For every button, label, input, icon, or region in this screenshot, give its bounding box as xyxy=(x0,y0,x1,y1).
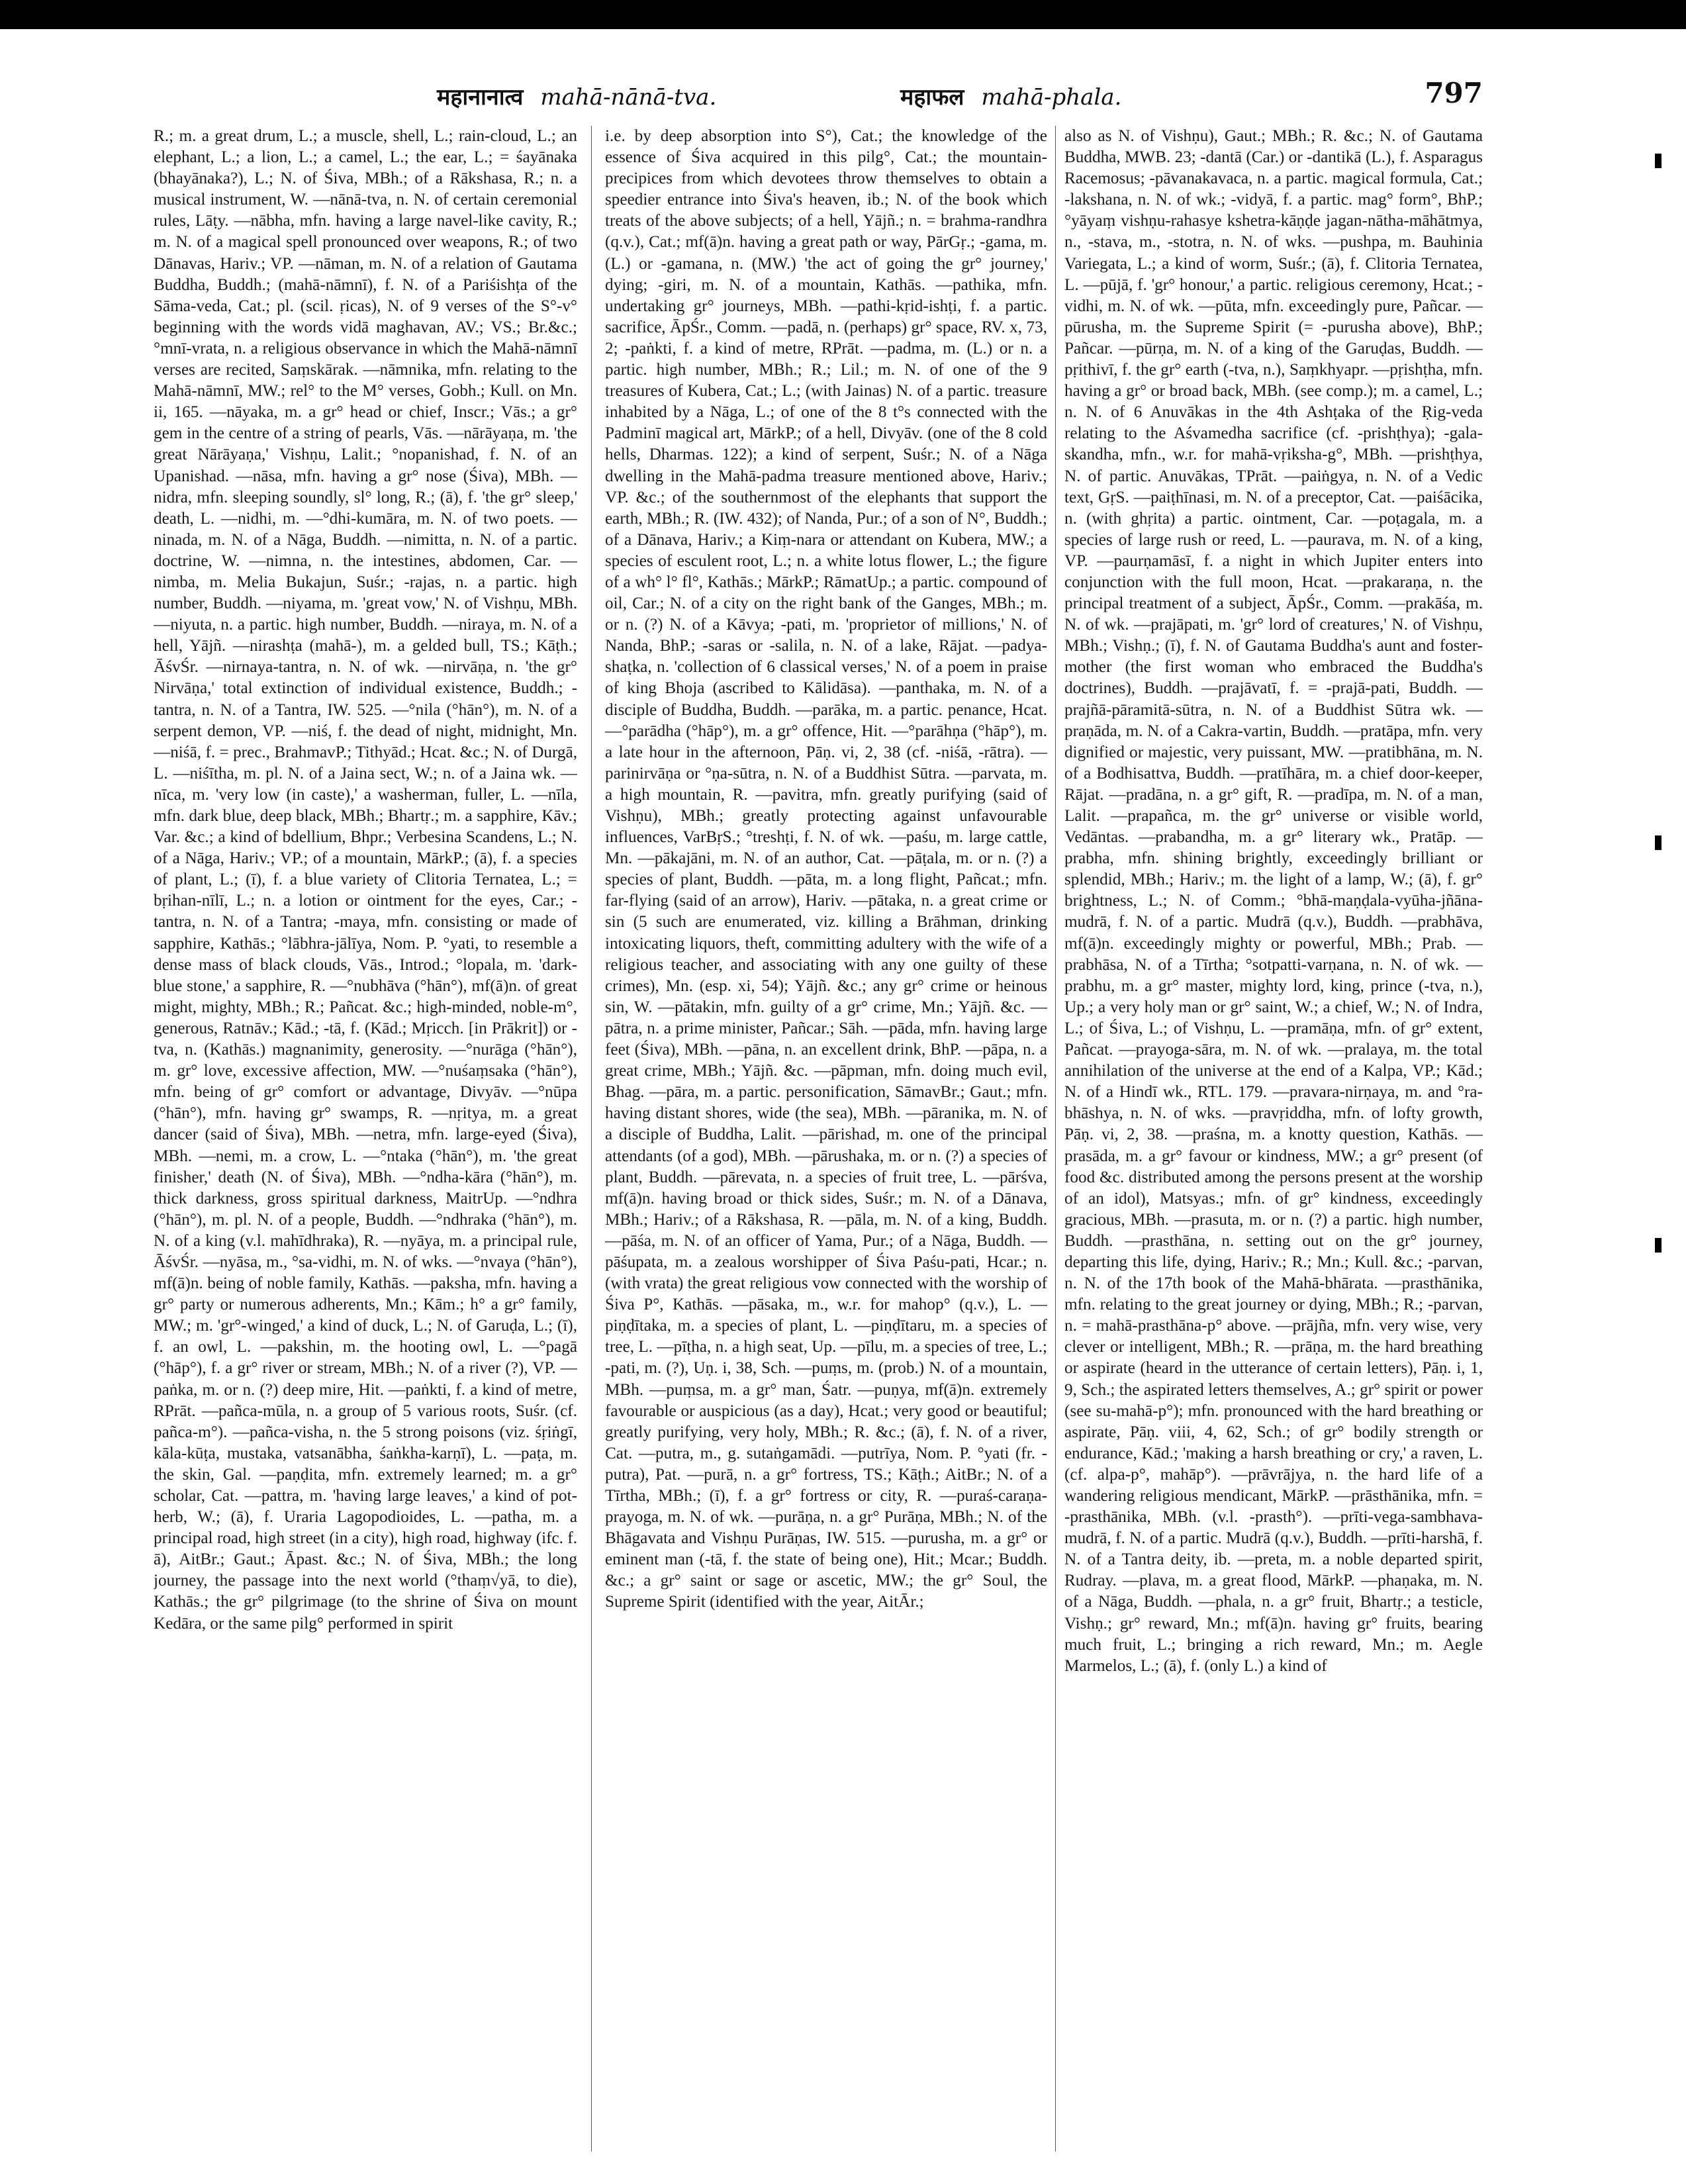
right-running-head xyxy=(900,81,1121,111)
margin-mark xyxy=(1655,835,1662,850)
page-number: 797 xyxy=(1425,77,1483,109)
text-column-right: also as N. of Vishṇu), Gaut.; MBh.; R. &c.; N. of Gautama Buddha, MWB. 23; -dantā (Car.) or -dantikā (L.), f. Asparagus Racemosus; -pāvanakavaca, n. a partic. magical formula, Cat.; -lakshana, n. N. of wk.; -vidyā, f. a partic. mag° form°, BhP.; °yāyaṃ vishṇu-rahasye kshetra-kāṇḍe jagan-nātha-māhātmya, n., -stava, m., -stotra, n. N. of wks. —pushpa, m. Bauhinia Variegata, L.; a kind of worm, Suśr.; (ā), f. Clitoria Ternatea, L. —pūjā, f. 'gr° honour,' a partic. religious ceremony, Hcat.; -vidhi, m. N. of wk. —pūta, mfn. exceedingly pure, Pañcar. —pūrusha, m. the Supreme Spirit (= -purusha above), BhP.; Pañcar. —pūrṇa, m. N. of a king of the Garuḍas, Buddh. —pṛithivī, f. the gr° earth (-tva, n.), Saṃkhyapr. —pṛishṭha, mfn. having a gr° or broad back, MBh. (see comp.); m. a camel, L.; n. N. of 6 Anuvākas in the 4th Ashṭaka of the Ṛig-veda relating to the Aśvamedha sacrifice (cf. -prishṭhya); -gala-skandha, mfn., w.r. for mahā-vṛiksha-g°, MBh. —prishṭhya, N. of partic. Anuvākas, TPrāt. —paiṅgya, n. N. of a Vedic text, GṛS. —paiṭhīnasi, m. N. of a preceptor, Cat. —paiśācika, n. (with ghṛita) a partic. ointment, Car. —poṭagala, m. a species of large rush or reed, L. —paurava, m. N. of a king, VP. —paurṇamāsī, f. a night in which Jupiter enters into conjunction with the full moon, Hcat. —prakaraṇa, n. the principal treatment of a subject, ĀpŚr., Comm. —prakāśa, m. N. of wk. —prajāpati, m. 'gr° lord of creatures,' N. of Vishṇu, MBh.; Vishṇ.; (ī), f. N. of Gautama Buddha's aunt and foster-mother (the first woman who embraced the Buddha's doctrines), Buddh. —prajāvatī, f. = -prajā-pati, Buddh. —prajñā-pāramitā-sūtra, n. N. of a Buddhist Sūtra wk. —praṇāda, m. N. of a Cakra-vartin, Buddh. —pratāpa, mfn. very dignified or majestic, very puissant, MW. —pratibhāna, m. N. of a Bodhisattva, Buddh. —pratīhāra, m. a chief door-keeper, Rājat. —pradāna, n. a gr° gift, R. —pradīpa, m. N. of a man, Lalit. —prapañca, m. the gr° universe or visible world, Vedāntas. —prabandha, m. a gr° literary wk., Pratāp. —prabha, mfn. shining brightly, exceedingly brilliant or splendid, MBh.; Hariv.; m. the light of a lamp, W.; (ā), f. gr° brightness, L.; N. of Comm.; °bhā-maṇḍala-vyūha-jñāna-mudrā, f. N. of a partic. Mudrā (q.v.), Buddh. —prabhāva, mf(ā)n. exceedingly mighty or powerful, MBh.; Prab. —prabhāsa, N. of a Tīrtha; °sotpatti-varṇana, n. N. of wk. —prabhu, m. a gr° master, mighty lord, king, prince (-tva, n.), Up.; a very holy man or gr° saint, W.; a chief, W.; N. of Indra, L.; of Śiva, L.; of Vishṇu, L. —pramāṇa, mfn. of gr° extent, Pañcat. —prayoga-sāra, m. N. of wk. —pralaya, m. the total annihilation of the universe at the end of a Kalpa, VP.; Kād.; N. of a Hindī wk., RTL. 179. —pravara-nirṇaya, m. and °ra-bhāshya, n. N. of wks. —pravṛiddha, mfn. of lofty growth, Pāṇ. vi, 2, 38. —praśna, m. a knotty question, Kathās. —prasāda, m. a gr° favour or kindness, MW.; a gr° present (of food &c. distributed among the persons present at the worship of an idol), Matsyas.; mfn. of gr° kindness, exceedingly gracious, MBh. —prasuta, m. or n. (?) a partic. high number, Buddh. —prasthāna, n. setting out on the gr° journey, departing this life, dying, Hariv.; R.; Mn.; Kull. &c.; -parvan, n. N. of the 17th book of the Mahā-bhārata. —prasthānika, mfn. relating to the great journey or dying, MBh.; R.; -parvan, n. = mahā-prasthāna-p° above. —prājña, mfn. very wise, very clever or intelligent, MBh.; R. —prāṇa, m. the hard breathing or aspirate (heard in the utterance of certain letters), Pāṇ. i, 1, 9, Sch.; the aspirated letters themselves, A.; gr° spirit or power (see su-mahā-p°); mfn. pronounced with the hard breathing or aspirate, Pāṇ. viii, 4, 62, Sch.; of gr° bodily strength or endurance, Kād.; 'making a harsh breathing or cry,' a raven, L. (cf. alpa-p°, mahāp°). —prāvrājya, n. the hard life of a wandering religious mendicant, MārkP. —prāsthānika, mfn. = -prasthānika, MBh. (v.l. -prasth°). —prīti-vega-sambhava-mudrā, f. N. of a partic. Mudrā (q.v.), Buddh. —prīti-harshā, f. N. of a Tantra deity, ib. —preta, m. a noble departed spirit, Rudray. —plava, m. a great flood, MārkP. —phaṇaka, m. N. of a Nāga, Buddh. —phala, n. a gr° fruit, Bhartṛ.; a testicle, Vishṇ.; gr° reward, Mn.; mf(ā)n. having gr° fruits, bearing much fruit, L.; bringing a rich reward, Mn.; m. Aegle Marmelos, L.; (ā), f. (only L.) a kind of xyxy=(1064,127,1483,1675)
text-column-left: R.; m. a great drum, L.; a muscle, shell, L.; rain-cloud, L.; an elephant, L.; a lion, L.; a camel, L.; the ear, L.; = śayānaka (bhayānaka?), L.; N. of Śiva, MBh.; of a Rākshasa, R.; n. a musical instrument, W. —nānā-tva, n. N. of certain ceremonial rules, Lāṭy. —nābha, mfn. having a large navel-like cavity, R.; m. N. of a magical spell pronounced over weapons, R.; of two Dānavas, Hariv.; VP. —nāman, m. N. of a relation of Gautama Buddha, Buddh.; (mahā-nāmnī), f. N. of a Pariśishṭa of the Sāma-veda, Cat.; pl. (scil. ṛicas), N. of 9 verses of the S°-v° beginning with the words vidā maghavan, AV.; VS.; Br.&c.; °mnī-vrata, n. a religious observance in which the Mahā-nāmnī verses are recited, Saṃskārak. —nāmnika, mfn. relating to the Mahā-nāmnī, MW.; rel° to the M° verses, Gobh.; Kull. on Mn. ii, 165. —nāyaka, m. a gr° head or chief, Inscr.; Vās.; a gr° gem in the centre of a string of pearls, Vās. —nārāyaṇa, m. 'the great Nārāyaṇa,' Vishṇu, Lalit.; °nopanishad, f. N. of an Upanishad. —nāsa, mfn. having a gr° nose (Śiva), MBh. —nidra, mfn. sleeping soundly, sl° long, R.; (ā), f. 'the gr° sleep,' death, L. —nidhi, m. —°dhi-kumāra, m. N. of two poets. —ninada, m. N. of a Nāga, Buddh. —nimitta, n. N. of a partic. doctrine, W. —nimna, n. the intestines, abdomen, Car. —nimba, m. Melia Bukajun, Suśr.; -rajas, n. a partic. high number, Buddh. —niyama, m. 'great vow,' N. of Vishṇu, MBh. —niyuta, n. a partic. high number, Buddh. —niraya, m. N. of a hell, Yājñ. —nirashṭa (mahā-), m. a gelded bull, TS.; Kāṭh.; ĀśvŚr. —nirnaya-tantra, n. N. of wk. —nirvāṇa, n. 'the gr° Nirvāṇa,' total extinction of individual existence, Buddh.; -tantra, n. N. of a Tantra, IW. 525. —°nila (°hān°), m. N. of a serpent demon, VP. —niś, f. the dead of night, midnight, Mn. —niśā, f. = prec., BrahmavP.; Tithyād.; Hcat. &c.; N. of Durgā, L. —niśītha, m. pl. N. of a Jaina sect, W.; n. of a Jaina wk. —nīca, m. 'very low (in caste),' a washerman, fuller, L. —nīla, mfn. dark blue, deep black, MBh.; Bhartṛ.; m. a sapphire, Kāv.; Var. &c.; a kind of bdellium, Bhpr.; Verbesina Scandens, L.; N. of a Nāga, Hariv.; VP.; of a mountain, MārkP.; (ā), f. a species of plant, L.; (ī), f. a blue variety of Clitoria Ternatea, L.; = bṛihan-nīlī, L.; n. a lotion or ointment for the eyes, Car.; -tantra, n. N. of a Tantra; -maya, mfn. consisting or made of sapphire, Kathās.; °lābhra-jālīya, Nom. P. °yati, to resemble a dense mass of black clouds, Vās., Introd.; °lopala, m. 'dark-blue stone,' a sapphire, R. —°nubhāva (°hān°), mf(ā)n. of great might, mighty, MBh.; R.; Pañcat. &c.; high-minded, noble-m°, generous, Ratnāv.; Kād.; -tā, f. (Kād.; Mṛicch. [in Prākrit]) or -tva, n. (Kathās.) magnanimity, generosity. —°nurāga (°hān°), m. gr° love, excessive affection, MW. —°nuśaṃsaka (°hān°), mfn. being of gr° comfort or advantage, Divyāv. —°nūpa (°hān°), mfn. having gr° swamps, R. —nṛitya, m. a great dancer (said of Śiva), MBh. —netra, mfn. large-eyed (Śiva), MBh. —nemi, m. a crow, L. —°ntaka (°hān°), m. 'the great finisher,' death (N. of Śiva), MBh. —°ndha-kāra (°hān°), m. thick darkness, gross spiritual darkness, MaitrUp. —°ndhra (°hān°), m. pl. N. of a people, Buddh. —°ndhraka (°hān°), m. N. of a king (v.l. mahīdhraka), R. —nyāya, m. a principal rule, ĀśvŚr. —nyāsa, m., °sa-vidhi, m. N. of wks. —°nvaya (°hān°), mf(ā)n. being of noble family, Kathās. —paksha, mfn. having a gr° party or numerous adherents, Mn.; Kām.; h° a gr° family, MW.; m. 'gr°-winged,' a kind of duck, L.; N. of Garuḍa, L.; (ī), f. an owl, L. —pakshin, m. the hooting owl, L. —°pagā (°hāp°), f. a gr° river or stream, MBh.; N. of a river (?), VP. —paṅka, m. or n. (?) deep mire, Hit. —paṅkti, f. a kind of metre, RPrāt. —pañca-mūla, n. a group of 5 various roots, Suśr. (cf. pañca-m°). —pañca-visha, n. the 5 strong poisons (viz. śṛiṅgī, kāla-kūṭa, mustaka, vatsanābha, śaṅkha-karṇī), L. —paṭa, m. the skin, Gal. —paṇḍita, mfn. extremely learned; m. a gr° scholar, Cat. —pattra, m. 'having large leaves,' a kind of pot-herb, W.; (ā), f. Uraria Lagopodioides, L. —patha, m. a principal road, high street (in a city), high road, highway (ifc. f. ā), AitBr.; Gaut.; Āpast. &c.; N. of Śiva, MBh.; the long journey, the passage into the next world (°thaṃ√yā, to die), Kathās.; the gr° pilgrimage (to the shrine of Śiva on mount Kedāra, or the same pilg° performed in spirit xyxy=(154,127,577,1633)
right-headword-devanagari: महाफल xyxy=(900,84,964,111)
column-divider xyxy=(591,126,592,2152)
right-headword-roman: mahā-phala. xyxy=(981,84,1122,111)
left-headword-devanagari: महानानात्व xyxy=(437,84,524,111)
margin-mark xyxy=(1655,154,1662,168)
page-header xyxy=(132,77,1503,120)
left-running-head xyxy=(437,81,716,111)
column-divider xyxy=(1055,126,1056,2152)
left-headword-roman: mahā-nānā-tva. xyxy=(540,84,717,111)
margin-mark xyxy=(1655,1238,1662,1253)
text-column-middle: i.e. by deep absorption into S°), Cat.; the knowledge of the essence of Śiva acquired in this pilg°, Cat.; the mountain-precipices from which devotees throw themselves to obtain a speedier entrance into Śiva's heaven, ib.; N. of the book which treats of the above subjects; of a hell, Yājñ.; n. = brahma-randhra (q.v.), Cat.; mf(ā)n. having a great path or way, PārGṛ.; -gama, m. (L.) or -gamana, n. (MW.) 'the act of going the gr° journey,' dying; -giri, m. N. of a mountain, Kathās. —pathika, mfn. undertaking gr° journeys, MBh. —pathi-kṛid-ishṭi, f. a partic. sacrifice, ĀpŚr., Comm. —padā, n. (perhaps) gr° space, RV. x, 73, 2; -paṅkti, f. a kind of metre, RPrāt. —padma, m. (L.) or n. a partic. high number, MBh.; R.; Lil.; m. N. of one of the 9 treasures of Kubera, Cat.; L.; (with Jainas) N. of a partic. treasure inhabited by a Nāga, L.; of one of the 8 t°s connected with the Padminī magical art, MārkP.; of a hell, Divyāv. (one of the 8 cold hells, Dharmas. 122); a kind of serpent, Suśr.; N. of a Nāga dwelling in the Mahā-padma treasure mentioned above, Hariv.; VP. &c.; of the southernmost of the elephants that support the earth, MBh.; R. (IW. 432); of Nanda, Pur.; of a son of N°, Buddh.; of a Dānava, Hariv.; a Kiṃ-nara or attendant on Kubera, MW.; a species of esculent root, L.; n. a white lotus flower, L.; the figure of a wh° l° fl°, Kathās.; MārkP.; RāmatUp.; a partic. compound of oil, Car.; N. of a city on the right bank of the Ganges, MBh.; m. or n. (?) N. of a Kāvya; -pati, m. 'proprietor of millions,' N. of Nanda, BhP.; -saras or -salila, n. N. of a lake, Rājat. —padya-shaṭka, n. 'collection of 6 classical verses,' N. of a poem in praise of king Bhoja (ascribed to Kālidāsa). —panthaka, m. N. of a disciple of Buddha, Buddh. —parāka, m. a partic. penance, Hcat. —°parādha (°hāp°), m. a gr° offence, Hit. —°parāhṇa (°hāp°), m. a late hour in the afternoon, Pāṇ. vi, 2, 38 (cf. -niśā, -rātra). —parinirvāṇa or °ṇa-sūtra, n. N. of a Buddhist Sūtra. —parvata, m. a high mountain, R. —pavitra, mfn. greatly purifying (said of Vishṇu), MBh.; greatly protecting against unfavourable influences, VarBṛS.; °treshṭi, f. N. of wk. —paśu, m. large cattle, Mn. —pākajāni, m. N. of an author, Cat. —pāṭala, m. or n. (?) a species of plant, Buddh. —pāta, m. a long flight, Pañcat.; mfn. far-flying (said of an arrow), Hariv. —pātaka, n. a great crime or sin (5 such are enumerated, viz. killing a Brāhman, drinking intoxicating liquors, theft, committing adultery with the wife of a religious teacher, and associating with any one guilty of these crimes), Mn. (esp. xi, 54); Yājñ. &c.; any gr° crime or heinous sin, W. —pātakin, mfn. guilty of a gr° crime, Mn.; Yājñ. &c. —pātra, n. a prime minister, Pañcar.; Sāh. —pāda, mfn. having large feet (Śiva), MBh. —pāna, n. an excellent drink, BhP. —pāpa, n. a great crime, MBh.; Yājñ. &c. —pāpman, mfn. doing much evil, Bhag. —pāra, m. a partic. personification, SāmavBr.; Gaut.; mfn. having distant shores, wide (the sea), MBh. —pāranika, m. N. of a disciple of Buddha, Lalit. —pārishad, m. one of the principal attendants (of a god), MBh. —pārushaka, m. or n. (?) a species of plant, Buddh. —pārevata, n. a species of fruit tree, L. —pārśva, mf(ā)n. having broad or thick sides, Suśr.; m. N. of a Dānava, MBh.; Hariv.; of a Rākshasa, R. —pāla, m. N. of a king, Buddh. —pāśa, m. N. of an officer of Yama, Pur.; of a Nāga, Buddh. —pāśupata, m. a zealous worshipper of Śiva Paśu-pati, Hcar.; n. (with vrata) the great religious vow connected with the worship of Śiva P°, Kathās. —pāsaka, m., w.r. for mahop° (q.v.), L. —piṇḍītaka, m. a species of plant, L. —piṇḍītaru, m. a species of tree, L. —pīṭha, n. a high seat, Up. —pīlu, m. a species of tree, L.; -pati, m. (?), Uṇ. i, 38, Sch. —puṃs, m. (prob.) N. of a mountain, MBh. —puṃsa, m. a gr° man, Śatr. —puṇya, mf(ā)n. extremely favourable or auspicious (as a day), Hcat.; very good or beautiful; greatly purifying, very holy, MBh.; R. &c.; (ā), f. N. of a river, Cat. —putra, m., g. sutaṅgamādi. —putrīya, Nom. P. °yati (fr. -putra), Pat. —purā, n. a gr° fortress, TS.; Kāṭh.; AitBr.; N. of a Tīrtha, MBh.; (ī), f. a gr° fortress or city, R. —puraś-caraṇa-prayoga, m. N. of wk. —purāṇa, n. a gr° Purāṇa, MBh.; N. of the Bhāgavata and Vishṇu Purāṇas, IW. 515. —purusha, m. a gr° or eminent man (-tā, f. the state of being one), Hit.; Mcar.; Buddh. &c.; a gr° saint or sage or ascetic, MW.; the gr° Soul, the Supreme Spirit (identified with the year, AitĀr.; xyxy=(605,127,1047,1611)
